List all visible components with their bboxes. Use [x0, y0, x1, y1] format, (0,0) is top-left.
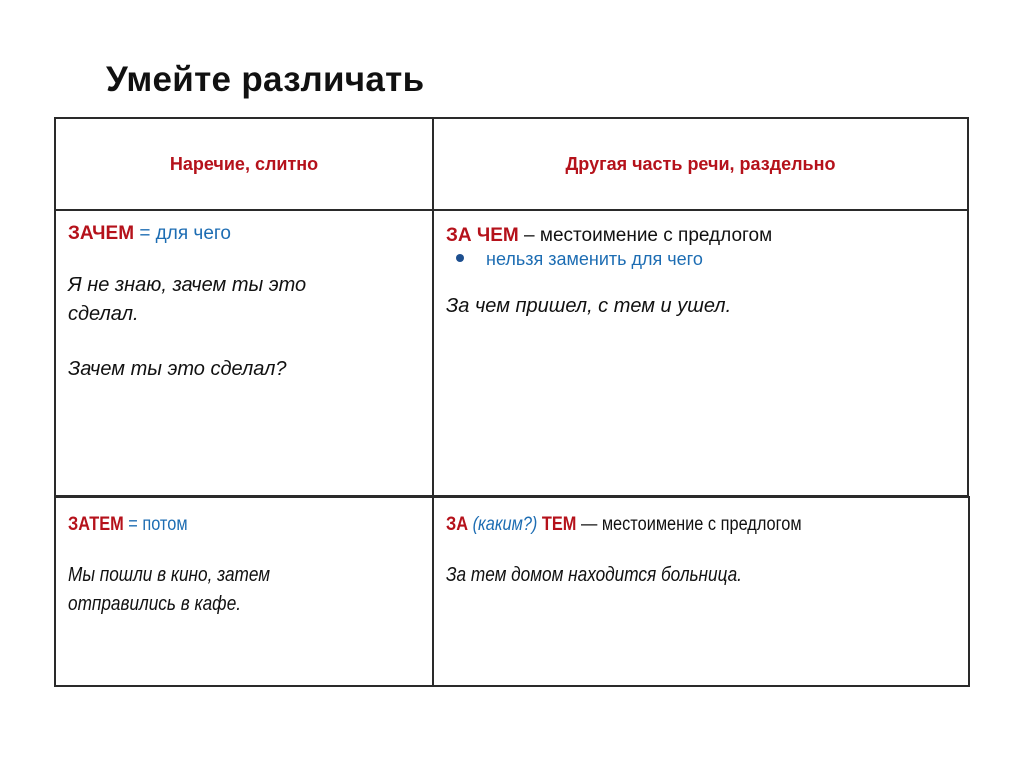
example: За тем домом находится больница. [446, 564, 742, 586]
cell-za-tem [446, 512, 966, 590]
question: (каким?) [472, 514, 538, 535]
cell-zatem [68, 512, 428, 619]
header-other-part: Другая часть речи, раздельно [565, 153, 836, 174]
column-divider [432, 498, 434, 685]
comparison-table-zatem [54, 496, 970, 687]
example: За чем пришел, с тем и ушел. [446, 295, 732, 317]
cell-za-chem [446, 223, 956, 321]
term-za: ЗА [446, 514, 469, 535]
header-adverb: Наречие, слитно [169, 153, 319, 174]
example-line-2: отправились в кафе. [68, 593, 242, 615]
example-line-1: Мы пошли в кино, затем [68, 564, 271, 586]
term: ЗАЧЕМ [68, 223, 135, 244]
bullet-text: нельзя заменить для чего [486, 249, 703, 269]
comparison-table-zachem [54, 117, 969, 497]
slide-title: Умейте различать [106, 60, 425, 99]
definition-line [446, 223, 956, 248]
definition-line [446, 512, 966, 537]
description: — местоимение с предлогом [580, 514, 802, 535]
term-tem: ТЕМ [541, 514, 577, 535]
definition-line [68, 512, 428, 537]
example-2: Зачем ты это сделал? [68, 358, 287, 380]
term: ЗА ЧЕМ [446, 225, 519, 246]
equivalent: = потом [128, 514, 188, 535]
example-1-line-1: Я не знаю, зачем ты это [68, 274, 307, 296]
header-divider [56, 209, 967, 211]
bullet-item [446, 248, 956, 270]
cell-zachem [68, 221, 428, 384]
example-1-line-2: сделал. [68, 303, 139, 325]
term: ЗАТЕМ [68, 514, 124, 535]
bullet-icon [456, 254, 464, 262]
definition-line [68, 221, 428, 246]
description: – местоимение с предлогом [524, 225, 773, 246]
equivalent: = для чего [139, 223, 231, 244]
